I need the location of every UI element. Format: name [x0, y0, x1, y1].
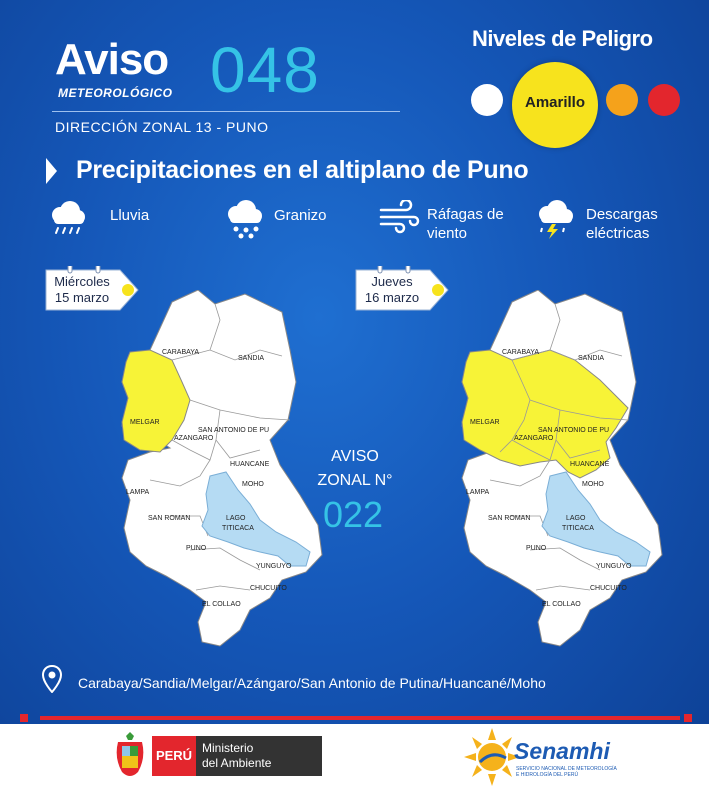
label-azangaro-2: AZANGARO: [514, 435, 554, 442]
zonal-aviso-label: [315, 445, 395, 493]
senamhi-sun-icon: [462, 726, 522, 788]
label-azangaro: AZANGARO: [174, 435, 214, 442]
hazard-lightning-label-line1: Descargas: [586, 206, 658, 223]
label-moho: MOHO: [242, 481, 264, 488]
day1-date: 15 marzo: [54, 290, 110, 305]
label-san-antonio-2: SAN ANTONIO DE PU: [538, 427, 610, 434]
label-san-roman-2: SAN ROMAN: [488, 515, 531, 522]
hazard-lightning-label-line2: eléctricas: [586, 225, 650, 242]
label-moho-2: MOHO: [582, 481, 604, 488]
senamhi-subtitle-line2: E HIDROLOGÍA DEL PERÚ: [516, 772, 579, 778]
label-sandia-2: SANDIA: [578, 355, 605, 362]
peru-brand-box: [152, 736, 196, 776]
peru-label: PERÚ: [155, 748, 193, 763]
zonal-aviso-line1: AVISO: [331, 448, 379, 465]
direction-label: DIRECCIÓN ZONAL 13 - PUNO: [55, 119, 269, 135]
label-titicaca-2: TITICACA: [562, 525, 594, 532]
hazard-wind-label-line1: Ráfagas de: [427, 206, 504, 223]
label-carabaya-2: CARABAYA: [502, 349, 540, 356]
peru-coat-of-arms-icon: [112, 732, 148, 782]
level-yellow-circle: [512, 62, 598, 148]
affected-areas-text: Carabaya/Sandia/Melgar/Azángaro/San Antonio de Putina/Huancané/Moho: [78, 675, 546, 691]
chevron-right-icon: [46, 158, 57, 184]
level-red-circle: [648, 84, 680, 116]
hazard-lightning-label: [586, 205, 658, 243]
label-el-collao-2: EL COLLAO: [542, 601, 581, 608]
map-day1: [110, 290, 330, 652]
footer: [0, 724, 709, 792]
level-white-circle: [471, 84, 503, 116]
label-san-antonio: SAN ANTONIO DE PU: [198, 427, 270, 434]
hail-cloud-icon: [222, 198, 266, 240]
danger-levels-title: Niveles de Peligro: [472, 26, 653, 51]
rain-cloud-icon: [46, 198, 88, 238]
map-day2: [450, 290, 670, 652]
label-chucuito-2: CHUCUITO: [590, 585, 627, 592]
aviso-title: Aviso: [55, 35, 169, 84]
label-melgar-2: MELGAR: [470, 419, 500, 426]
label-yunguyo: YUNGUYO: [256, 563, 292, 570]
hazard-rain-label: Lluvia: [110, 207, 150, 224]
zonal-aviso-number: 022: [322, 494, 384, 535]
wind-icon: [378, 200, 420, 234]
ministry-line1: Ministerio: [202, 741, 254, 755]
day2-date: 16 marzo: [364, 290, 420, 305]
footer-red-line: [40, 716, 680, 720]
senamhi-logo-text: Senamhi: [514, 738, 610, 764]
header-divider: [52, 111, 400, 112]
label-lago: LAGO: [226, 515, 246, 522]
senamhi-subtitle-line1: SERVICIO NACIONAL DE METEOROLOGÍA: [516, 766, 617, 772]
aviso-subtitle: METEOROLÓGICO: [58, 86, 173, 100]
lightning-cloud-icon: [532, 198, 578, 240]
location-pin-icon: [42, 665, 62, 693]
hazard-wind-label: [427, 205, 504, 243]
hazard-hail-label: Granizo: [274, 207, 327, 224]
day1-weekday: Miércoles: [54, 274, 110, 289]
day2-weekday: Jueves: [371, 274, 413, 289]
ministry-line2: del Ambiente: [202, 756, 272, 770]
ministry-box: [196, 736, 322, 776]
label-lampa-2: LAMPA: [466, 489, 490, 496]
senamhi-subtitle: [516, 766, 617, 778]
label-lago-2: LAGO: [566, 515, 586, 522]
aviso-number: 048: [210, 34, 320, 106]
label-melgar: MELGAR: [130, 419, 160, 426]
footer-red-dot: [20, 714, 28, 722]
label-huancane: HUANCANE: [230, 461, 270, 468]
label-puno: PUNO: [186, 545, 207, 552]
label-chucuito: CHUCUITO: [250, 585, 287, 592]
headline: Precipitaciones en el altiplano de Puno: [76, 156, 529, 184]
zonal-aviso-line2: ZONAL N°: [317, 472, 393, 489]
date-tag-day2: [352, 266, 448, 310]
label-huancane-2: HUANCANE: [570, 461, 610, 468]
footer-red-dot: [684, 714, 692, 722]
hazard-wind-label-line2: viento: [427, 225, 468, 242]
label-carabaya: CARABAYA: [162, 349, 200, 356]
label-puno-2: PUNO: [526, 545, 547, 552]
label-lampa: LAMPA: [126, 489, 150, 496]
label-yunguyo-2: YUNGUYO: [596, 563, 632, 570]
ministry-label: [202, 741, 271, 771]
label-el-collao: EL COLLAO: [202, 601, 241, 608]
label-san-roman: SAN ROMAN: [148, 515, 191, 522]
active-level-label: Amarillo: [524, 94, 585, 111]
label-sandia: SANDIA: [238, 355, 265, 362]
level-orange-circle: [606, 84, 638, 116]
label-titicaca: TITICACA: [222, 525, 254, 532]
